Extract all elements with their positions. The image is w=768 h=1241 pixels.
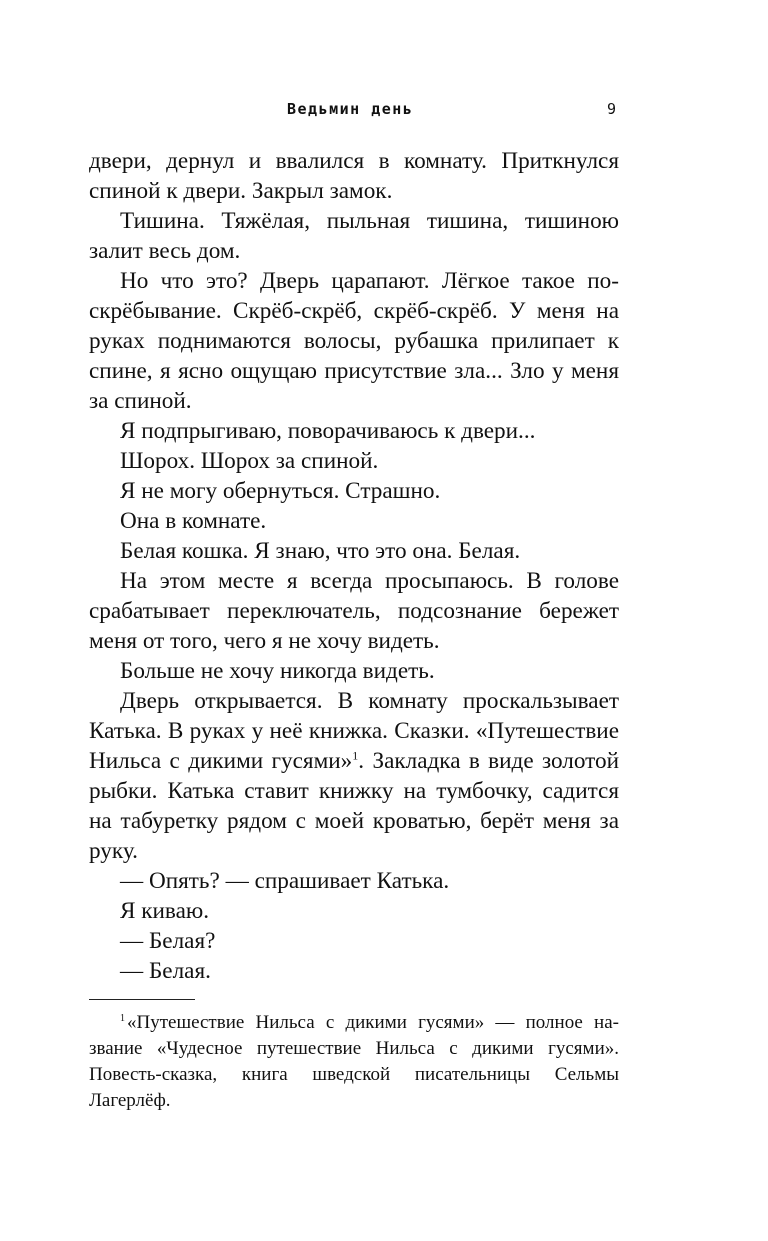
paragraph-text-part: . Закладка в виде золотой рыбки. Катька ставит книжку на тумбочку, садится на табуретку рядом с моей кроватью, берёт меня за руку.: [89, 748, 619, 864]
footnote-divider: [89, 999, 195, 1000]
paragraph-text-part: Дверь открывается. В комнату проскальзывает Катька. В руках у неё книжка. Сказки. «Путешествие Нильса с дикими гусями»: [89, 688, 619, 774]
paragraph: На этом месте я всегда просыпаюсь. В голове срабатывает переключатель, подсознание бережет меня от того, чего я не хочу видеть.: [89, 568, 619, 654]
paragraph: Я киваю.: [120, 898, 209, 924]
page-header: [0, 100, 768, 124]
paragraph: Она в комнате.: [120, 508, 267, 534]
paragraph: Белая кошка. Я знаю, что это она. Белая.: [120, 538, 521, 564]
paragraph-with-footnote: [89, 686, 619, 866]
paragraph: Я подпрыгиваю, поворачиваюсь к двери...: [120, 418, 536, 444]
paragraph: Но что это? Дверь царапают. Лёгкое такое поскрёбывание. Скрёб-скрёб, скрёб-скрёб. У меня на руках поднимаются волосы, рубашка прилипает к спине, я ясно ощущаю присутствие зла... Зло у меня за спиной.: [89, 268, 619, 414]
footnote-marker: 1: [120, 1012, 125, 1024]
paragraph: Я не могу обернуться. Страшно.: [120, 478, 441, 504]
paragraph: Тишина. Тяжёлая, пыльная тишина, тишиною залит весь дом.: [89, 208, 619, 264]
dialogue-line: — Белая.: [120, 958, 211, 984]
footnote: [89, 1010, 619, 1114]
body-text: [89, 146, 619, 986]
dialogue-line: — Белая?: [120, 928, 216, 954]
paragraph: Шорох. Шорох за спиной.: [120, 448, 379, 474]
paragraph: двери, дернул и ввалился в комнату. Приткнулся спиной к двери. Закрыл замок.: [89, 148, 619, 204]
paragraph: Больше не хочу никогда видеть.: [120, 658, 435, 684]
dialogue-line: — Опять? — спрашивает Катька.: [120, 868, 450, 894]
page-number: 9: [606, 100, 616, 118]
running-title: Ведьмин день: [287, 100, 414, 118]
footnote-text: «Путешествие Нильса с дикими гусями» — полное название «Чудесное путешествие Нильса с дикими гусями». Повесть-сказка, книга шведской писательницы Сельмы Лагерлёф.: [89, 1012, 619, 1111]
footnote-reference[interactable]: 1: [352, 748, 359, 763]
